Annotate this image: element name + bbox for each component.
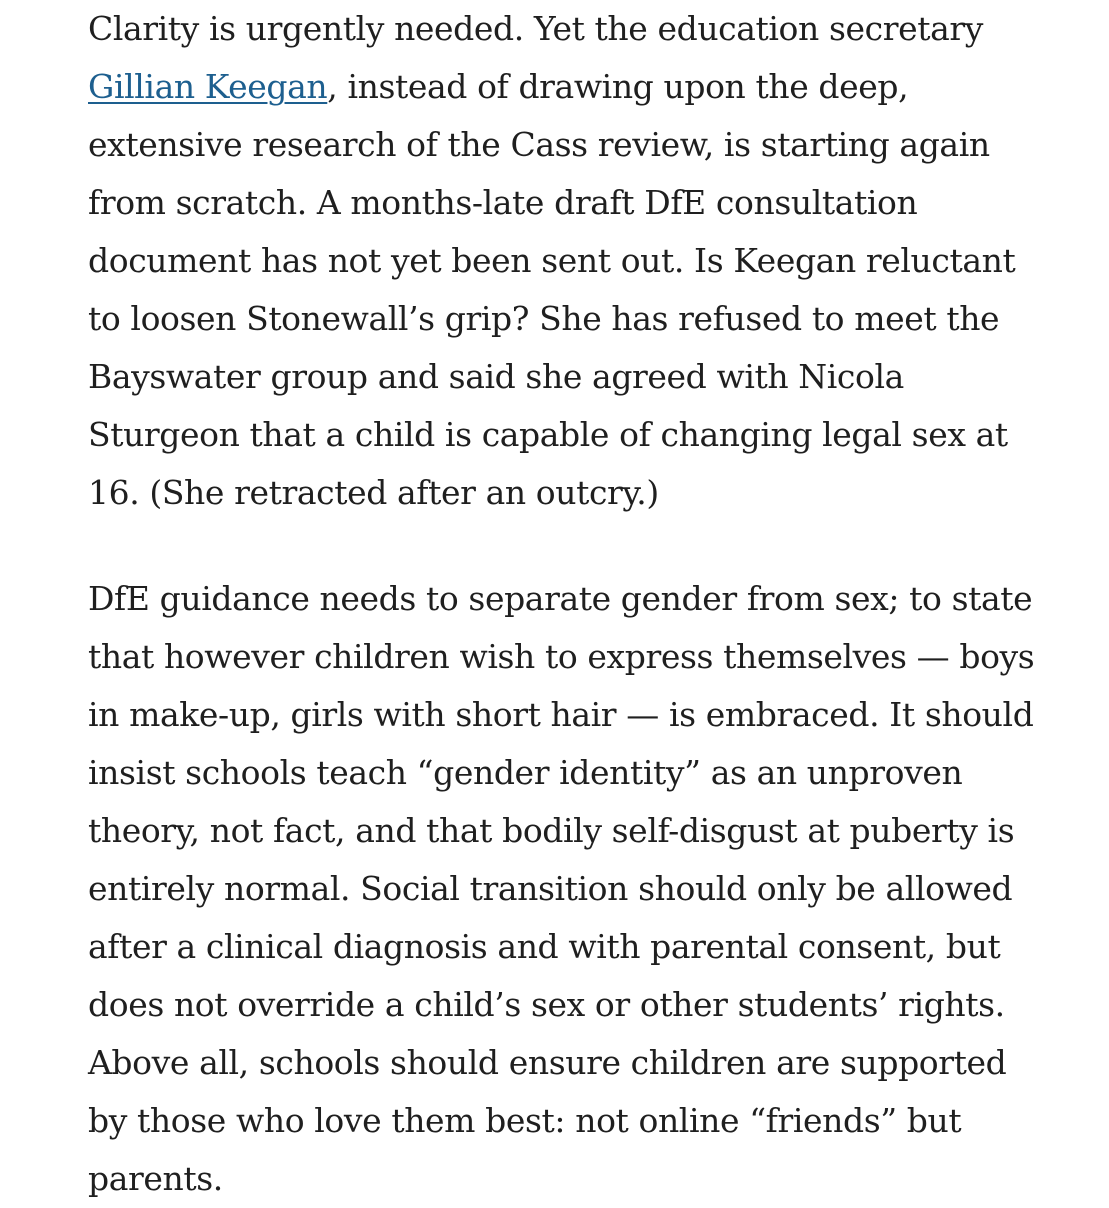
paragraph-line: theory, not fact, and that bodily self-disgust at puberty is [88, 811, 1015, 850]
gillian-keegan-link[interactable]: Gillian Keegan [88, 67, 328, 106]
paragraph-line: Sturgeon that a child is capable of changing legal sex at [88, 415, 1008, 454]
paragraph-1 [88, 0, 1078, 522]
paragraph-line: that however children wish to express themselves — boys [88, 637, 1035, 676]
paragraph-line: after a clinical diagnosis and with parental consent, but [88, 927, 1001, 966]
paragraph-line: to loosen Stonewall’s grip? She has refused to meet the [88, 299, 1000, 338]
paragraph-line: Above all, schools should ensure children are supported [88, 1043, 1007, 1082]
paragraph-line: from scratch. A months-late draft DfE consultation [88, 183, 918, 222]
paragraph-line: extensive research of the Cass review, is starting again [88, 125, 990, 164]
paragraph-line: document has not yet been sent out. Is Keegan reluctant [88, 241, 1016, 280]
paragraph-line: DfE guidance needs to separate gender from sex; to state [88, 579, 1033, 618]
paragraph-line: Bayswater group and said she agreed with Nicola [88, 357, 904, 396]
paragraph-line: by those who love them best: not online “friends” but [88, 1101, 962, 1140]
paragraph-line: does not override a child’s sex or other students’ rights. [88, 985, 1005, 1024]
paragraph-2 [88, 522, 1078, 1208]
paragraph-line-with-link [88, 58, 1078, 116]
paragraph-line: parents. [88, 1159, 223, 1198]
paragraph-line: in make-up, girls with short hair — is embraced. It should [88, 695, 1034, 734]
article-body [88, 0, 1078, 1208]
paragraph-line-text: , instead of drawing upon the deep, [327, 67, 909, 106]
paragraph-line: 16. (She retracted after an outcry.) [88, 473, 659, 512]
paragraph-line: Clarity is urgently needed. Yet the education secretary [88, 9, 983, 48]
paragraph-line: insist schools teach “gender identity” as an unproven [88, 753, 963, 792]
paragraph-line: entirely normal. Social transition should only be allowed [88, 869, 1013, 908]
